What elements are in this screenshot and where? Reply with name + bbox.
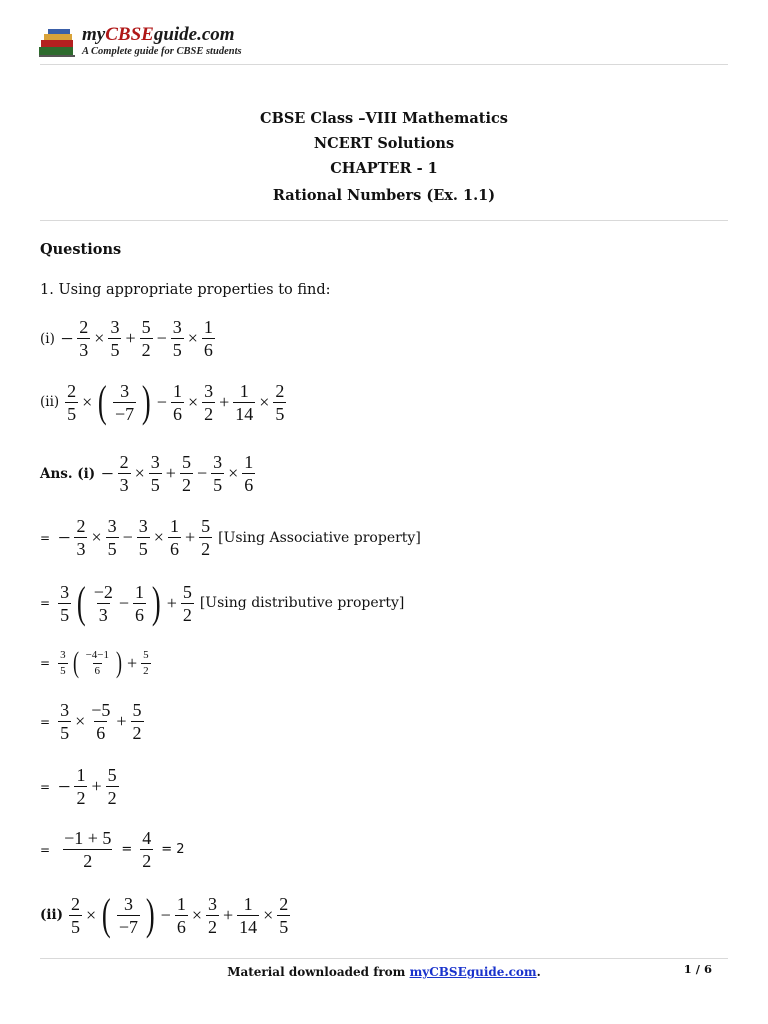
question-1-text: 1. Using appropriate properties to find: bbox=[40, 282, 331, 298]
answer-1i-step-4: = $\frac{3}{5}$ × $\frac{-5}{6}$ + $\frac{5}{2}$ bbox=[40, 700, 142, 743]
question-1ii-expression: (ii) $\frac{2}{5}$ × ( 3 −7 ) − $\frac{1}{6}$ × $\frac{3}{2}$ + $\frac{1}{14}$ × $\frac{2}{5}$ bbox=[40, 377, 285, 426]
answer-1i-step-0: Ans. (i) − $\frac{2}{3}$ × $\frac{3}{5}$ + $\frac{5}{2}$ − $\frac{3}{5}$ × $\frac{1}{6}$ bbox=[40, 452, 254, 495]
page-number: 1 / 6 bbox=[683, 962, 712, 976]
label-ii: (ii) bbox=[40, 394, 60, 410]
final-result: = 2 bbox=[161, 842, 185, 857]
questions-heading: Questions bbox=[40, 241, 122, 258]
footer-divider bbox=[40, 958, 728, 959]
books-logo-icon bbox=[38, 28, 76, 58]
answer-1i-step-5: = − $\frac{1}{2}$ + $\frac{5}{2}$ bbox=[40, 765, 117, 808]
distributive-note: [Using distributive property] bbox=[199, 595, 405, 611]
document-title: CBSE Class –VIII Mathematics bbox=[260, 110, 508, 127]
associative-note: [Using Associative property] bbox=[218, 529, 421, 546]
label-i: (i) bbox=[40, 330, 55, 347]
header-divider bbox=[40, 64, 728, 65]
title-divider bbox=[40, 220, 728, 221]
answer-label: Ans. (i) bbox=[40, 465, 96, 482]
answer-1i-step-2: = $\frac{3}{5}$ ( −2 3 − $\frac{1}{6}$ ) + $\frac{5}{2}$ [Using distributive property] bbox=[40, 578, 405, 627]
answer-1i-step-1: = − $\frac{2}{3}$ × $\frac{3}{5}$ − $\frac{3}{5}$ × $\frac{1}{6}$ + $\frac{5}{2}$ [Using Associative property] bbox=[40, 516, 421, 559]
answer-label-ii: (ii) bbox=[40, 907, 64, 923]
answer-1i-step-6: = $\frac{-1 + 5}{2}$ = $\frac{4}{2}$ = 2 bbox=[40, 828, 185, 871]
chapter-title: Rational Numbers (Ex. 1.1) bbox=[272, 187, 496, 204]
site-logo[interactable] bbox=[38, 24, 278, 62]
footer-text: Material downloaded from myCBSEguide.com. bbox=[227, 965, 541, 979]
document-subtitle: NCERT Solutions bbox=[313, 135, 455, 152]
footer-link[interactable]: myCBSEguide.com bbox=[409, 965, 537, 979]
brand-name: myCBSEguide.com bbox=[82, 24, 235, 45]
question-1i-expression: (i) − $\frac{2}{3}$ × $\frac{3}{5}$ + $\frac{5}{2}$ − $\frac{3}{5}$ × $\frac{1}{6}$ bbox=[40, 317, 213, 360]
answer-1ii-step-0: (ii) $\frac{2}{5}$ × ( 3 −7 ) − $\frac{1}{6}$ × $\frac{3}{2}$ + $\frac{1}{14}$ × $\frac{2}{5}$ bbox=[40, 890, 289, 939]
brand-tagline: A Complete guide for CBSE students bbox=[82, 46, 242, 57]
chapter-number: CHAPTER - 1 bbox=[330, 160, 438, 177]
answer-1i-step-3: = $\frac{3}{5}$ ( −4−1 6 ) + $\frac{5}{2}$ bbox=[40, 646, 149, 679]
